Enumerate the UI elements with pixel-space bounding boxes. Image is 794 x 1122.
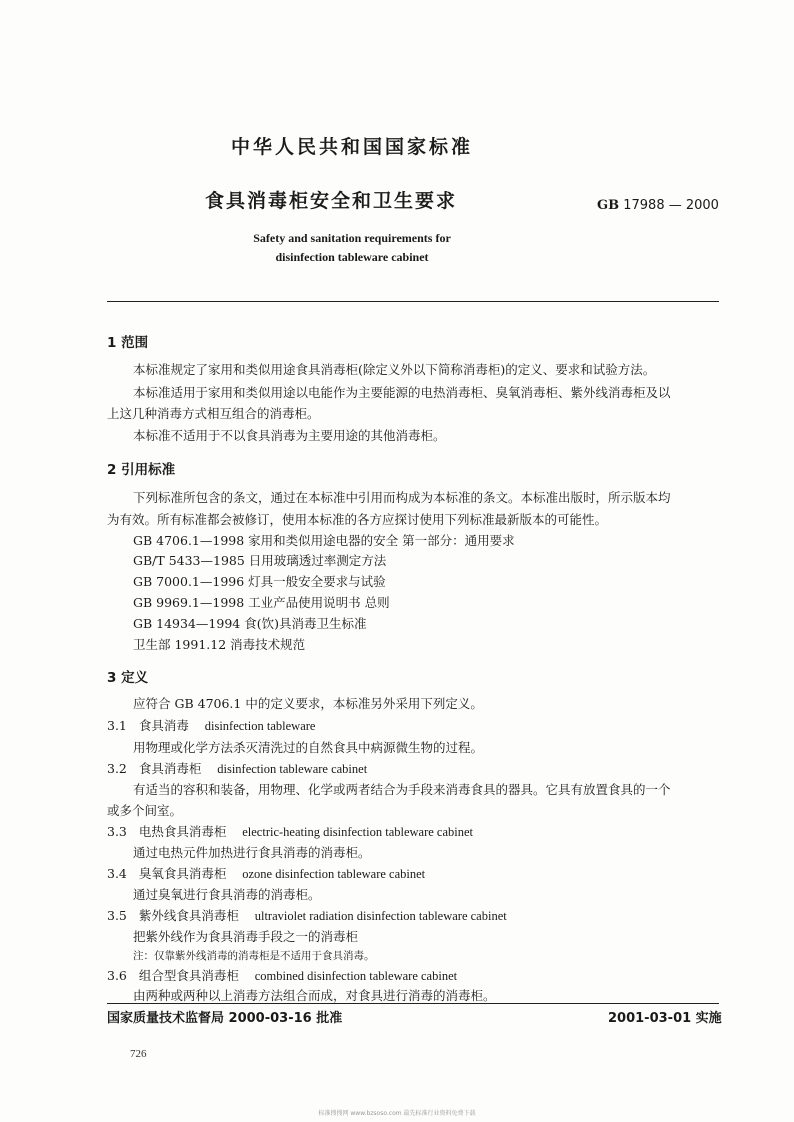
page-number: 726 [130, 1048, 147, 1060]
definition-3-3-text: 通过电热元件加热进行食具消毒的消毒柜。 [133, 845, 371, 860]
approval-statement: 国家质量技术监督局 2000-03-16 批准 [107, 1011, 343, 1026]
standard-number [597, 198, 719, 213]
reference-item: GB 4706.1—1998 家用和类似用途电器的安全 第一部分：通用要求 [133, 533, 515, 548]
reference-item: GB 9969.1—1998 工业产品使用说明书 总则 [133, 595, 390, 610]
section-1-para: 上这几种消毒方式相互组合的消毒柜。 [107, 406, 320, 421]
definition-number: 3.6 [107, 968, 127, 983]
definition-term-en: disinfection tableware cabinet [217, 762, 368, 776]
definition-3-5-text: 把紫外线作为食具消毒手段之一的消毒柜 [133, 929, 359, 944]
definition-3-1-term [107, 716, 315, 734]
header-divider [107, 301, 719, 302]
definition-3-1-text: 用物理或化学方法杀灭清洗过的自然食具中病源微生物的过程。 [133, 740, 484, 755]
definition-3-2-text: 有适当的容积和装备，用物理、化学或两者结合为手段来消毒食具的器具。它具有放置食具的一个 [133, 782, 671, 797]
watermark: 标准搜搜网 www.bzsoso.com 最先标准行业资料免费下载 [318, 1110, 476, 1117]
definition-3-6-text: 由两种或两种以上消毒方法组合而成，对食具进行消毒的消毒柜。 [133, 988, 496, 1003]
definition-term-cn: 臭氧食具消毒柜 [138, 866, 227, 881]
definition-term-cn: 电热食具消毒柜 [138, 824, 227, 839]
standard-prefix: GB [597, 198, 620, 213]
standard-code: 17988 — 2000 [623, 198, 719, 213]
definition-term-en: ultraviolet radiation disinfection tableware cabinet [254, 909, 507, 923]
section-2-para: 下列标准所包含的条文，通过在本标准中引用而构成为本标准的条文。本标准出版时，所示版本均 [133, 490, 671, 505]
footer-divider [107, 1003, 719, 1004]
definition-number: 3.4 [107, 866, 127, 881]
definition-term-en: disinfection tableware [204, 719, 316, 733]
definition-term-cn: 紫外线食具消毒柜 [138, 908, 239, 923]
section-3-heading: 3 定义 [107, 670, 149, 686]
definition-3-5-term [107, 906, 507, 924]
definition-term-cn: 食具消毒柜 [138, 761, 202, 776]
definition-3-2-term [107, 759, 367, 777]
reference-item: GB/T 5433—1985 日用玻璃透过率测定方法 [133, 553, 387, 568]
section-2-para: 为有效。所有标准都会被修订，使用本标准的各方应探讨使用下列标准最新版本的可能性。 [107, 512, 608, 527]
definition-3-2-text: 或多个间室。 [107, 803, 183, 818]
definition-3-6-term [107, 966, 457, 984]
definition-3-3-term [107, 822, 473, 840]
definition-number: 3.3 [107, 824, 127, 839]
implementation-date: 2001-03-01 实施 [608, 1011, 722, 1026]
section-1-para: 本标准不适用于不以食具消毒为主要用途的其他消毒柜。 [133, 428, 446, 443]
definition-term-en: electric-heating disinfection tableware cabinet [242, 825, 474, 839]
definition-number: 3.2 [107, 761, 127, 776]
reference-item: GB 14934—1994 食(饮)具消毒卫生标准 [133, 616, 367, 631]
definition-term-cn: 组合型食具消毒柜 [138, 968, 239, 983]
section-1-para: 本标准适用于家用和类似用途以电能作为主要能源的电热消毒柜、臭氧消毒柜、紫外线消毒柜及以 [133, 385, 671, 400]
definition-3-5-note: 注：仅靠紫外线消毒的消毒柜是不适用于食具消毒。 [133, 950, 375, 962]
section-1-heading: 1 范围 [107, 335, 149, 351]
section-3-intro: 应符合 GB 4706.1 中的定义要求，本标准另外采用下列定义。 [133, 696, 483, 711]
document-title-en-line1: Safety and sanitation requirements for [253, 231, 451, 245]
document-title-en-line2: disinfection tableware cabinet [275, 250, 429, 264]
definition-3-4-text: 通过臭氧进行食具消毒的消毒柜。 [133, 887, 321, 902]
definition-term-cn: 食具消毒 [138, 718, 189, 733]
reference-item: GB 7000.1—1996 灯具一般安全要求与试验 [133, 574, 386, 589]
definition-number: 3.1 [107, 718, 127, 733]
definition-term-en: ozone disinfection tableware cabinet [242, 867, 426, 881]
section-1-para: 本标准规定了家用和类似用途食具消毒柜(除定义外以下简称消毒柜)的定义、要求和试验方法。 [133, 362, 656, 377]
definition-3-4-term [107, 864, 425, 882]
document-title-cn: 食具消毒柜安全和卫生要求 [205, 190, 458, 212]
section-2-heading: 2 引用标准 [107, 462, 176, 478]
national-standard-heading: 中华人民共和国国家标准 [230, 136, 473, 158]
reference-item: 卫生部 1991.12 消毒技术规范 [133, 637, 306, 652]
definition-term-en: combined disinfection tableware cabinet [254, 969, 458, 983]
definition-number: 3.5 [107, 908, 127, 923]
